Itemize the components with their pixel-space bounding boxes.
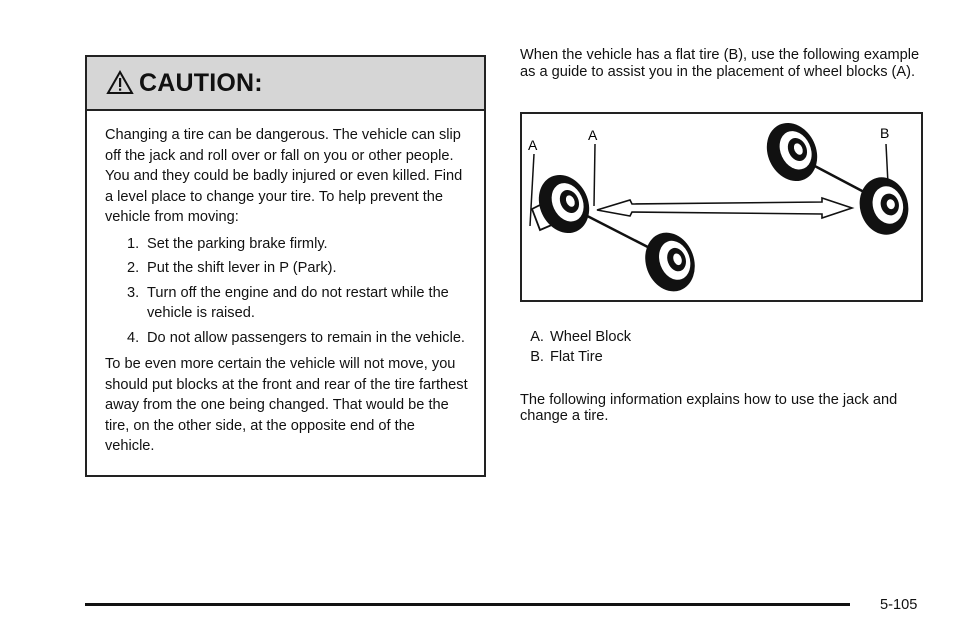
caution-header <box>87 57 484 111</box>
caution-closing: To be even more certain the vehicle will not move, you should put blocks at the front and rear of the tire farthest away from the one being changed. That would be the tire, on the other side, at the opposite end of the vehicle. <box>105 356 468 454</box>
list-item <box>105 328 468 349</box>
warning-triangle-icon <box>105 69 135 97</box>
legend-key: A. <box>530 329 544 345</box>
after-text-block <box>520 377 930 439</box>
step-number: 2. <box>127 260 140 276</box>
list-item <box>105 258 468 279</box>
step-number: 4. <box>127 329 140 346</box>
step-text: Turn off the engine and do not restart while the vehicle is raised. <box>147 284 449 321</box>
after-text: The following information explains how to use the jack and change a tire. <box>520 391 898 425</box>
label-b: B <box>880 125 890 141</box>
double-arrow-icon <box>597 198 852 218</box>
caution-intro: Changing a tire can be dangerous. The vehicle can slip off the jack and roll over or fall on you or other people. You and they could be badly injured or even killed. Find a level place to change your tire. To help prevent the vehicle from moving: <box>105 127 463 225</box>
label-a-left: A <box>528 137 538 153</box>
wheel-block-diagram <box>520 112 923 302</box>
caution-steps <box>105 234 468 349</box>
right-intro <box>520 47 930 80</box>
list-item <box>520 347 631 367</box>
legend-text: Wheel Block <box>550 329 632 345</box>
footer-rule <box>85 603 850 606</box>
page-number: 5-105 <box>880 597 918 613</box>
caution-box <box>85 55 486 477</box>
step-text: Do not allow passengers to remain in the vehicle. <box>147 329 465 346</box>
flat-tire-icon <box>853 172 914 240</box>
list-item <box>520 327 631 347</box>
step-text: Put the shift lever in P (Park). <box>147 260 337 276</box>
step-number: 3. <box>127 284 140 301</box>
legend-text: Flat Tire <box>550 349 603 365</box>
wheel-block-illustration <box>522 114 921 300</box>
caution-title: CAUTION: <box>139 68 263 97</box>
tire-icon <box>758 115 827 190</box>
step-number: 1. <box>127 235 140 252</box>
intro-text: When the vehicle has a flat tire (B), use the following example as a guide to assist you in the placement of wheel blocks (A). <box>520 47 920 80</box>
list-item <box>105 234 468 255</box>
label-a-center: A <box>588 127 598 143</box>
tire-icon <box>637 226 703 299</box>
legend-key: B. <box>530 349 544 365</box>
list-item <box>105 283 468 324</box>
figure-legend <box>520 327 631 367</box>
step-text: Set the parking brake firmly. <box>147 235 328 252</box>
caution-body <box>87 111 484 457</box>
